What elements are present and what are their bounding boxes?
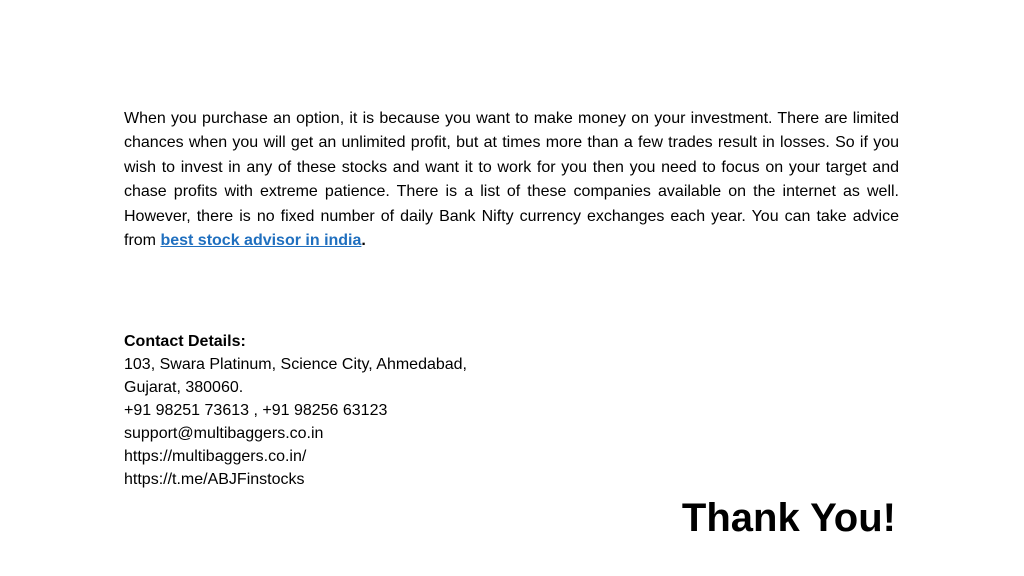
advisor-link[interactable]: best stock advisor in india (160, 232, 362, 250)
body-paragraph (124, 107, 899, 253)
phone-numbers: +91 98251 73613 , +91 98256 63123 (124, 402, 388, 419)
thank-you-title: Thank You! (681, 496, 896, 540)
address-line-1: 103, Swara Platinum, Science City, Ahmedabad, (124, 356, 467, 373)
address-line-2: Gujarat, 380060. (124, 379, 244, 396)
contact-details (124, 330, 604, 491)
body-trailing-period: . (361, 232, 366, 250)
website-url: https://multibaggers.co.in/ (124, 448, 307, 465)
body-text: When you purchase an option, it is because you want to make money on your investment. There are limited chances when you will get an unlimited profit, but at times more than a few trades result in losses. So if you wish to invest in any of these stocks and want it to work for you then you need to focus on your target and chase profits with extreme patience. There is a list of these companies available on the internet as well. However, there is no fixed number of daily Bank Nifty currency exchanges each year. You can take advice from (124, 110, 899, 250)
contact-heading: Contact Details: (124, 333, 246, 350)
email-address: support@multibaggers.co.in (124, 425, 324, 442)
telegram-url: https://t.me/ABJFinstocks (124, 471, 305, 488)
